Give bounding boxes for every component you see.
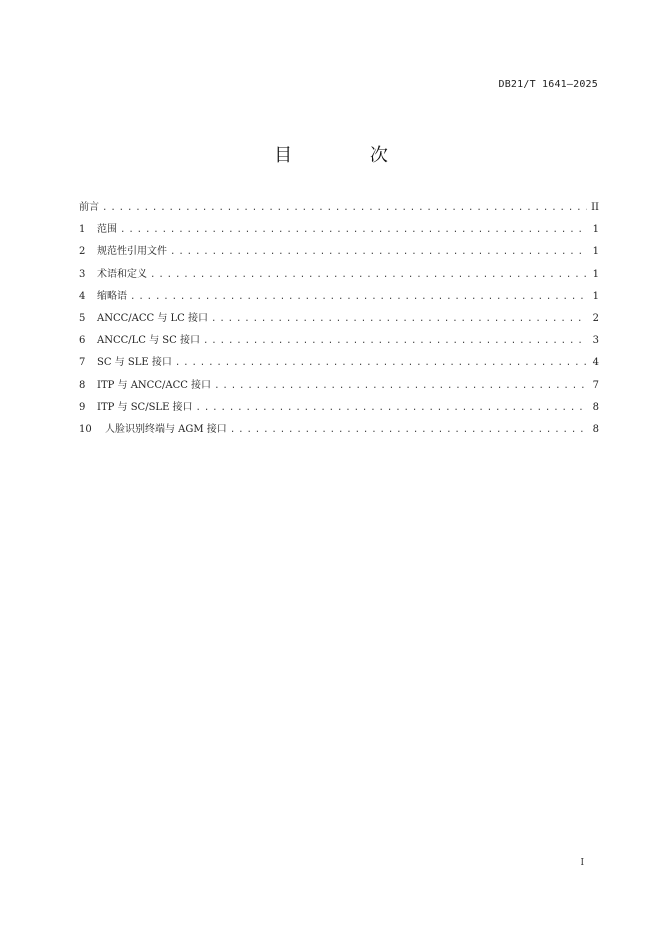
- toc-leader-dots: [196, 400, 587, 416]
- toc-entry-label: SC 与 SLE 接口: [97, 357, 172, 369]
- toc-leader-dots: [150, 267, 587, 283]
- toc-leader-dots: [211, 311, 587, 327]
- toc-entry-terms-definitions[interactable]: [79, 267, 599, 289]
- toc-entry-lc-sc-interface[interactable]: [79, 333, 599, 355]
- toc-leader-dots: [175, 355, 587, 371]
- toc-entry-label: 人脸识别终端与 AGM 接口: [105, 423, 227, 435]
- toc-entry-number: 9: [79, 401, 86, 413]
- toc-entry-page: 8: [592, 423, 599, 435]
- toc-entry-label: ANCC/ACC 与 LC 接口: [97, 312, 208, 324]
- toc-entry-label: ITP 与 SC/SLE 接口: [97, 401, 193, 413]
- toc-leader-dots: [130, 289, 587, 305]
- toc-leader-dots: [214, 378, 587, 394]
- toc-entry-itp-ancc-interface[interactable]: [79, 378, 599, 400]
- toc-entry-number: 1: [79, 224, 86, 236]
- toc-entry-abbreviations[interactable]: [79, 289, 599, 311]
- toc-entry-page: 2: [592, 312, 599, 324]
- toc-entry-label: 术语和定义: [97, 268, 147, 280]
- toc-entry-page: 8: [592, 401, 599, 413]
- toc-entry-number: 7: [79, 357, 86, 369]
- page-number: I: [580, 858, 584, 868]
- toc-entry-number: 6: [79, 335, 86, 347]
- toc-entry-label: ITP 与 ANCC/ACC 接口: [97, 379, 212, 391]
- toc-leader-dots: [170, 244, 587, 260]
- toc-entry-sc-sle-interface[interactable]: [79, 355, 599, 377]
- toc-entry-label: 规范性引用文件: [97, 246, 167, 258]
- toc-entry-page: 3: [592, 335, 599, 347]
- toc-entry-label: 缩略语: [97, 290, 127, 302]
- toc-entry-number: 10: [79, 423, 92, 435]
- toc-entry-number: 3: [79, 268, 86, 280]
- toc-entry-number: 2: [79, 246, 86, 258]
- toc-entry-page: 7: [592, 379, 599, 391]
- toc-entry-normative-references[interactable]: [79, 244, 599, 266]
- table-of-contents: [79, 200, 599, 444]
- toc-leader-dots: [102, 200, 587, 216]
- toc-entry-itp-sc-interface[interactable]: [79, 400, 599, 422]
- toc-entry-label: ANCC/LC 与 SC 接口: [97, 335, 200, 347]
- toc-leader-dots: [203, 333, 587, 349]
- toc-entry-face-recognition-agm-interface[interactable]: [79, 422, 599, 444]
- toc-leader-dots: [120, 222, 587, 238]
- toc-entry-page: 4: [592, 357, 599, 369]
- toc-entry-page: II: [591, 202, 599, 213]
- toc-entry-page: 1: [592, 224, 599, 236]
- toc-entry-scope[interactable]: [79, 222, 599, 244]
- document-code: DB21/T 1641—2025: [498, 79, 598, 90]
- toc-entry-label: 范围: [97, 224, 117, 236]
- toc-title: 目 次: [274, 145, 424, 166]
- toc-entry-page: 1: [592, 290, 599, 302]
- toc-entry-number: 4: [79, 290, 86, 302]
- toc-entry-number: 5: [79, 312, 86, 324]
- toc-entry-label: 前言: [79, 202, 99, 213]
- toc-entry-number: 8: [79, 379, 86, 391]
- toc-entry-foreword[interactable]: [79, 200, 599, 222]
- toc-entry-ancc-lc-interface[interactable]: [79, 311, 599, 333]
- toc-leader-dots: [230, 422, 587, 438]
- toc-entry-page: 1: [592, 268, 599, 280]
- toc-entry-page: 1: [592, 246, 599, 258]
